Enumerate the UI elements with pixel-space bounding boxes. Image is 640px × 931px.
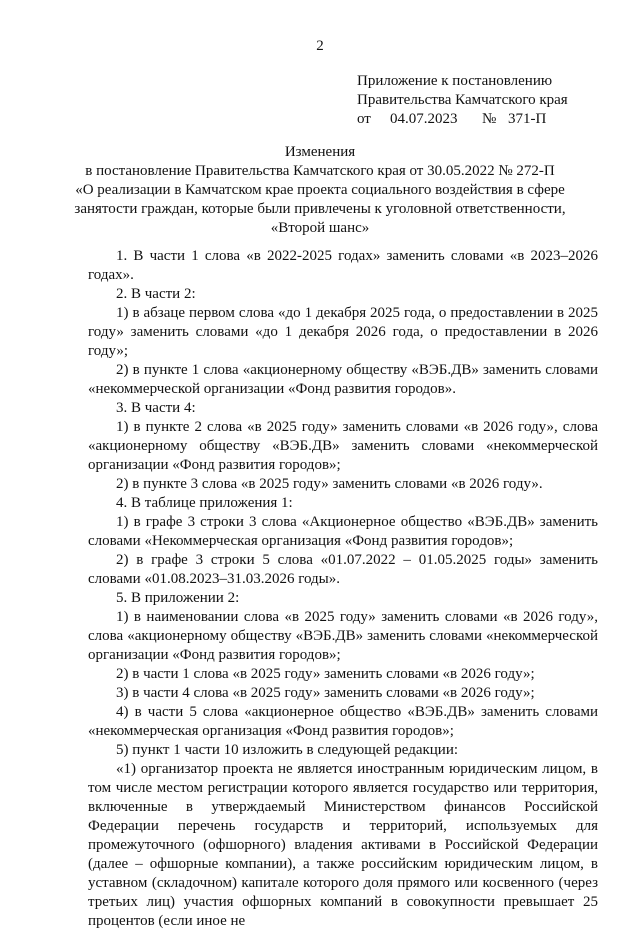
paragraph-8: 4. В таблице приложения 1: (116, 495, 293, 511)
title-line-4: занятости граждан, которые были привлечены к уголовной ответственности, (74, 201, 566, 217)
title-line-5: «Второй шанс» (270, 220, 370, 236)
appendix-line-2: Правительства Камчатского края (357, 92, 568, 108)
document-title (40, 143, 600, 238)
paragraph-4: 2) в пункте 1 слова «акционерному обществу «ВЭБ.ДВ» заменить словами «некоммерческой организации «Фонд развития городов». (88, 362, 598, 397)
appendix-number-sign: № (482, 111, 497, 127)
title-line-2: в постановление Правительства Камчатского края от 30.05.2022 № 272-П (85, 163, 555, 179)
appendix-meta (357, 110, 568, 129)
appendix-from: от (357, 111, 371, 127)
appendix-number: 371-П (508, 111, 547, 127)
paragraph-5: 3. В части 4: (116, 400, 196, 416)
document-body (88, 247, 598, 931)
paragraph-16: 5) пункт 1 части 10 изложить в следующей редакции: (116, 742, 459, 758)
paragraph-12: 1) в наименовании слова «в 2025 году» заменить словами «в 2026 году», слова «акционерному обществу «ВЭБ.ДВ» заменить словами «некоммерческой организации «Фонд развития городов»; (88, 609, 598, 663)
appendix-line-1: Приложение к постановлению (357, 73, 553, 89)
page-number: 2 (316, 38, 324, 54)
title-line-3: «О реализации в Камчатском крае проекта социального воздействия в сфере (75, 182, 565, 198)
appendix-date: 04.07.2023 (390, 111, 458, 127)
paragraph-3: 1) в абзаце первом слова «до 1 декабря 2025 года, о предоставлении в 2025 году» заменить словами «до 1 декабря 2026 года, о предоставлении в 2026 году»; (88, 305, 598, 359)
paragraph-13: 2) в части 1 слова «в 2025 году» заменить словами «в 2026 году»; (116, 666, 535, 682)
appendix-header (357, 72, 568, 129)
paragraph-14: 3) в части 4 слова «в 2025 году» заменить словами «в 2026 году»; (116, 685, 535, 701)
paragraph-2: 2. В части 2: (116, 286, 196, 302)
paragraph-7: 2) в пункте 3 слова «в 2025 году» заменить словами «в 2026 году». (116, 476, 543, 492)
paragraph-11: 5. В приложении 2: (116, 590, 240, 606)
title-line-1: Изменения (284, 144, 356, 160)
paragraph-9: 1) в графе 3 строки 3 слова «Акционерное общество «ВЭБ.ДВ» заменить словами «Некоммерческая организация «Фонд развития городов»; (88, 514, 598, 549)
paragraph-1: 1. В части 1 слова «в 2022-2025 годах» заменить словами «в 2023–2026 годах». (88, 248, 598, 283)
paragraph-6: 1) в пункте 2 слова «в 2025 году» заменить словами «в 2026 году», слова «акционерному обществу «ВЭБ.ДВ» заменить словами «некоммерческой организации «Фонд развития городов»; (88, 419, 598, 473)
paragraph-10: 2) в графе 3 строки 5 слова «01.07.2022 – 01.05.2025 годы» заменить словами «01.08.2023–31.03.2026 годы». (88, 552, 598, 587)
paragraph-15: 4) в части 5 слова «акционерное общество «ВЭБ.ДВ» заменить словами «некоммерческая организация «Фонд развития городов»; (88, 704, 598, 739)
paragraph-17: «1) организатор проекта не является иностранным юридическим лицом, в том числе местом регистрации которого является государство или территория, включенные в утверждаемый Министерством финансов Российской Федерации перечень государств и территорий, используемых для промежуточного (офшорного) владения активами в Российской Федерации (далее – офшорные компании), а также российским юридическим лицом, в уставном (складочном) капитале которого доля прямого или косвенного (через третьих лиц) участия офшорных компаний в совокупности превышает 25 процентов (если иное не (88, 761, 598, 929)
